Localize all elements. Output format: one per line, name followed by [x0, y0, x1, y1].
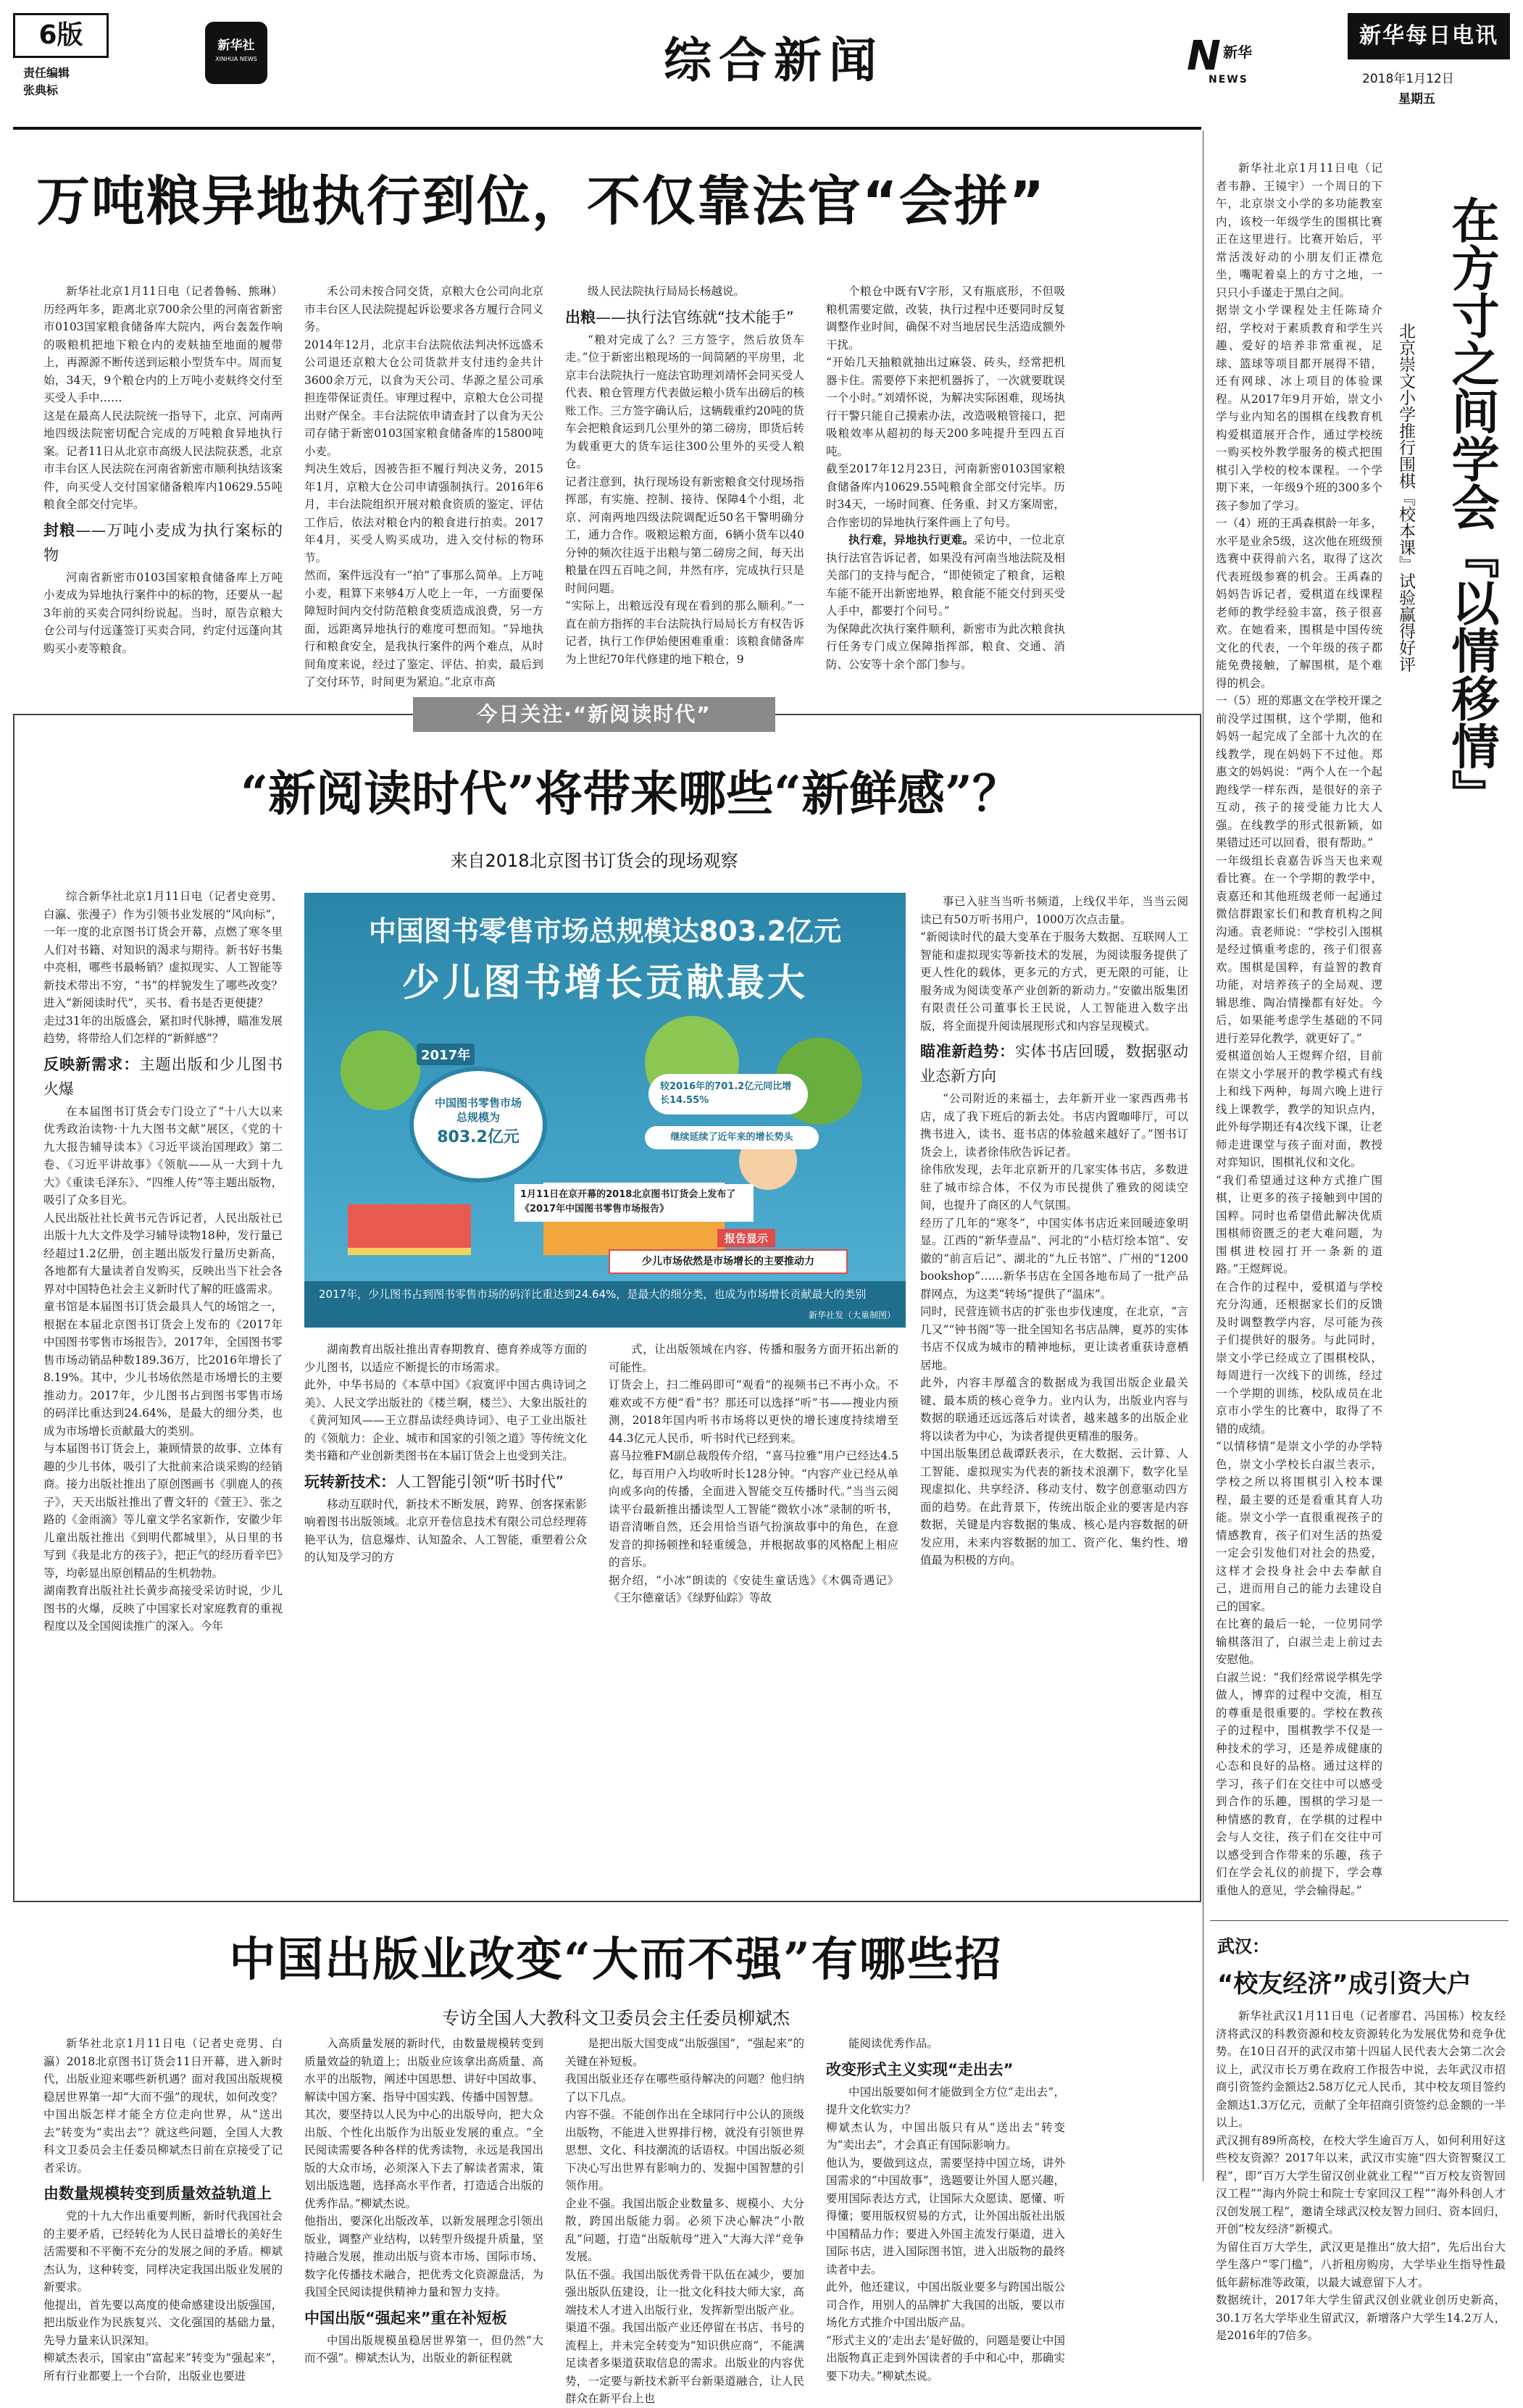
side1-body [1216, 159, 1382, 1897]
article1-subhead-3: 执行难，异地执行更难。 [848, 533, 975, 546]
focus-subhead-1-rest: 主题出版和少儿图书火爆 [43, 1055, 283, 1098]
article2-col2-text: 入高质量发展的新时代，由数量规模转变到质量效益的轨道上；出版业应该拿出高质量、高水平的出版物，阐述中国思想、讲好中国故事、解读中国方案、指导中国实践、传播中国智慧。 其次，要坚持以人民为中心的出版导向，把大众出版、个性化出版作为出版业发展的重点。“全民阅读需要各种各样的优秀读物，永远是我国出版的大众市场，必须深入下去了解读者需求，策划出版选题，选择高水平作者，打造适合出版的优秀作品。”柳斌杰说。 他指出，要深化出版改革，以新发展理念引领出版业，调整产业结构，以转型升级提升质量，坚持融合发展，推动出版与资本市场、国际市场、数字化传播技术融合，把优秀文化资源盘活，为我国全民阅读提供精神力量和智力支持。 [304, 2037, 543, 2299]
page-number: 6版 [38, 20, 83, 50]
infographic-footer-text: 2017年，少儿图书占到图书零售市场的码洋比重达到24.64%，是最大的细分类，也成为市场增长贡献最大的类别 [319, 1288, 867, 1301]
article1-subhead-1-bold: 封粮 [43, 521, 76, 539]
focus-column-3 [609, 1341, 898, 1899]
xinhua-logo-sub: XINHUA NEWS [215, 56, 257, 62]
side2-rule [1210, 1920, 1509, 1921]
focus-col2-text: 湖南教育出版社推出青春期教育、德育养成等方面的少儿图书，以适应不断提长的市场需求。 此外，中华书局的《本草中国》《寂寞评中国古典诗词之美》、人民文学出版社的《楼兰啊，楼兰》、大象出版社的《黄河知风——王立群品读经典诗词》、电子工业出版社的《领航力：企业、城市和国家的引领之道》等传统文化类书籍和产业创新类图书在本届订货会上也受到关注。 [304, 1343, 587, 1462]
article1-col2-text: 禾公司未按合同交货，京粮大仓公司向北京市丰台区人民法院提起诉讼要求各方履行合同义务。 2014年12月，北京丰台法院依法判决怀远盛禾公司退还京粮大仓公司货款并支付违约金共计3600余万元，以食为天公司、华源之星公司承担连带保证责任。审理过程中，京粮大仓公司提出财产保全。丰台法院依申请查封了以食为天公司存储于新密0103国家粮食储备库的15800吨小麦。 判决生效后，因被告拒不履行判决义务，2015年1月，京粮大仓公司申请强制执行。2016年6月，丰台法院组织开展对粮食资质的鉴定、评估工作后，依法对粮仓内的粮食进行拍卖。2017年4月，买受人购买成功，进入交付标的物环节。 然而，案件远没有一“拍”了事那么简单。上万吨小麦，粗算下来够4万人吃上一年，一方面要保障短时间内交付防范粮食变质造成浪费，另一方面，远距离异地执行的难度可想而知。“异地执行和粮食安全，是我执行案件的两个难点，从时间角度来说，经过了鉴定、评估、拍卖，最后到了交付环节，时间更为紧迫。”北京市高 [304, 285, 543, 688]
article1-subhead-2 [565, 305, 804, 330]
masthead [13, 13, 1510, 122]
growth-bubble [648, 1074, 808, 1115]
focus-col4-text: 事已入驻当当听书频道，上线仅半年，当当云阅读已有50万听书用户，1000万次点击量。 “新阅读时代的最大变革在于服务大数据、互联网人工智能和虚拟现实等新技术的发展，为阅读服务提供了更人性化的载体，更多元的方式，更无限的可能，让服务成为阅读变革产业创新的新动力。”安徽出版集团有限责任公司董事长王民说，人工智能进入数字出版，将全面提升阅读展现形式和内容呈现模式。 [920, 895, 1188, 1033]
tree-icon [341, 1030, 420, 1110]
article2-col4-text: 能阅读优秀作品。 [848, 2037, 939, 2050]
focus-column-1 [43, 888, 283, 1895]
xinhua-logo-text: 新华社 [217, 38, 255, 53]
article1-col3b-text: “粮对完成了么？三方签字，然后放货车走。”位于新密出粮现场的一间简陋的平房里，北京丰台法院执行一庭法官助理刘靖怀会同买受人代表、粮仓管理方代表做运粮小货车出磅后的核账工作。三方签字确认后，这辆载重约20吨的货车会把粮食运到几公里外的第二磅房，即货后转为载重更大的货车运往300公里外的买受人粮仓。 记者注意到，执行现场设有新密粮食交付现场指挥部，有实施、控制、接待、保障4个小组，北京、河南两地四级法院调配近50名干警明确分工，通力合作。吸粮运粮方面，6辆小货车以40分钟的频次往返于出粮与第二磅房之间，每天出粮量在四五百吨之间，井然有序，完成执行只是时间问题。 “实际上，出粮远没有现在看到的那么顺利。”一直在前方指挥的丰台法院执行局局长方有权告诉记者，执行工作伊始便困难重重：该粮食储备库为上世纪70年代修建的地下粮仓，9 [565, 333, 804, 666]
trend-bubble-text: 继续延续了近年来的增长势头 [670, 1132, 793, 1143]
focus-column-2 [304, 1341, 587, 1899]
article2-column-3 [565, 2035, 804, 2405]
article1-column-1 [43, 283, 283, 710]
issue-date: 2018年1月12日 [1362, 72, 1454, 86]
focus-column-4 [920, 893, 1188, 1896]
article2-subhead: 专访全国人大教科文卫委员会主任委员柳斌杰 [442, 2008, 790, 2028]
xinhua-logo [205, 22, 267, 84]
focus-subhead-3 [920, 1039, 1188, 1088]
page-number-box [13, 13, 109, 58]
side2-text: 新华社武汉1月11日电（记者廖君、冯国栋）校友经济将武汉的科教资源和校友资源转化为发展优势和竞争优势。在10日召开的武汉市第十四届人民代表大会第二次会议上，武汉市长万勇在政府工作报告中说，去年武汉市招商引资签约金额达2.58万亿元人民币，其中校友项目签约金额达1.3万亿元，贡献了全年招商引资签约总金额的一半以上。 武汉拥有89所高校，在校大学生逾百万人，如何利用好这些校友资源？2017年以来，武汉市实施“四大资智聚汉工程”，即“百万大学生留汉创业就业工程”“百万校友资智回汉工程”“海内外院士和院士专家回汉工程”“海外科创人才汉创发展工程”，邀请全球武汉校友智力回归、资本回归，开创“校友经济”新模式。 为留住百万大学生，武汉更是推出“放大招”，先后出台大学生落户“零门槛”，八折租房购房，大学毕业生指导性最低年薪标准等政策，以最大诚意留下人才。 数据统计，2017年大学生留武汉创业就业创历史新高，30.1万名大学毕业生留武汉，新增落户大学生14.2万人，是2016年的7倍多。 [1216, 2009, 1506, 2342]
focus-col1b-text: 在本届图书订货会专门设立了“十八大以来优秀政治读物·十九大图书文献”展区，《党的十九大报告辅导读本》《习近平谈治国理政》第二卷、《习近平讲故事》《领航——从一大到十九大》《重读毛泽东》、“四维人传”等主题出版物，吸引了众多目光。 人民出版社社长黄书元告诉记者，人民出版社已出版十九大文件及学习辅导读物18种，发行量已经超过1.2亿册，创主题出版发行量历史新高，各地都有大量读者自发购买，反映出当下社会各界对中国特色社会主义新时代了解的旺盛需求。 童书馆是本届图书订货会最具人气的场馆之一，根据在本届北京图书订货会上发布的《2017年中国图书零售市场报告》，2017年，全国图书零售市场动销品种数189.36万，比2016年增长了8.19%。其中，少儿书场依然是市场增长的主要推动力。2017年，少儿图书占到图书零售市场的码洋比重达到24.64%，是最大的细分类，也成为市场增长贡献最大的类别。 与本届图书订货会上，兼顾情景的故事、立体有趣的少儿书体，吸引了大批前来洽谈采购的经销商。接力出版社推出了原创图画书《驯鹿人的孩子》，天天出版社推出了曹文轩的《萱王》、张之路的《金雨滴》等儿童文学名家新作，安徽少年儿童出版社推出《到明代都城里》，从日里的书写到《我是北方的孩子》，把正气的经历看辛巴》等，均彰显出原创精品的生机勃勃。 湖南教育出版社社长黄步高接受采访时说，少儿图书的火爆，反映了中国家长对家庭教育的重视程度以及全国阅读推广的深入。今年 [43, 1104, 283, 1633]
article1-col1-text: 新华社北京1月11日电（记者鲁畅、熊琳）历经两年多，距离北京700余公里的河南省新密市0103国家粮食储备库大院内，两台轰轰作响的吸粮机把地下粮仓内的麦麸抽至地面的履带上，再源源不断传送到运粮小型货车中。周而复始，34天，9个粮仓内的上万吨小麦麸终交付至买受人手中…… 这是在最高人民法院统一指导下，北京、河南两地四级法院密切配合完成的万吨粮食异地执行案。记者11日从北京市高级人民法院获悉，北京市丰台区人民法院在河南省新密市顺利执结该案件，向买受人交付国家储备粮库内10629.55吨粮食全部交付完毕。 [43, 285, 283, 511]
report-note [514, 1184, 754, 1222]
article2-headline: 中国出版业改变“大而不强”有哪些招 [229, 1933, 1003, 1987]
article2-subhead-1: 由数量规模转变到质量效益轨道上 [43, 2185, 272, 2202]
article2-column-2 [304, 2035, 543, 2365]
article2-col1-text: 新华社北京1月11日电（记者史竞男、白瀛）2018北京图书订货会11日开幕，进入新时代，出版业迎来哪些新机遇？面对我国出版规模稳居世界第一却“大而不强”的现状，如何改变？中国出版怎样才能全方位走向世界，从“送出去”转变为“卖出去”？就这些问题，全国人大教科文卫委员会主任委员柳斌杰日前在京接受了记者采访。 [43, 2037, 283, 2175]
side2-body [1216, 2007, 1506, 2342]
article2-col2b-text: 中国出版规模虽稳居世界第一，但仍然“大而不强”。柳斌杰认为，出版业的新征程就 [304, 2333, 543, 2365]
article2-col1b-text: 党的十九大作出重要判断，新时代我国社会的主要矛盾，已经转化为人民日益增长的美好生活需要和不平衡不充分的发展之间的矛盾。柳斌杰认为，这种转变，同样决定我国出版业发展的新要求。 他提出，首先要以高度的使命感建设出版强国，把出版业作为民族复兴、文化强国的基础力量，先导力量来认识深知。 柳斌杰表示，国家由“富起来”转变为“强起来”，所有行业都要上一个台阶，出版业也要进 [43, 2209, 283, 2383]
paper-name: 新华每日电讯 [1359, 23, 1498, 49]
side2-headline: “校友经济”成引资大户 [1217, 1970, 1472, 1999]
year-badge: 2017年 [417, 1043, 475, 1065]
infographic [304, 893, 906, 1328]
focus-banner [413, 697, 775, 732]
article1-col4b-text: 采访中，一位北京执行法官告诉记者，如果没有河南当地法院及相关部门的支持与配合，“即使锁定了粮食，运粮车能不能开出新密地界，粮食能不能交付到买受人手中，都要打个问号。” 为保障此次执行案件顺利，新密市为此次粮食执行任务专门成立保障指挥部，粮食、交通、消防、公安等十余个部门参与。 [826, 533, 1065, 671]
article1-col4-text: 个粮仓中既有V字形，又有瓶底形，不但吸粮机需要定做，改装，执行过程中还要同时反复调整作业时间，确保不对当地居民生活造成额外干扰。 “开始几天抽粮就抽出过麻袋、砖头，经常把机器卡住。需要停下来把机器拆了，一次就要耽误一个小时。”刘靖怀说，为解决实际困难，现场执行干警只能自己摸索办法，改造吸粮管接口，把吸粮效率从超初的每天200多吨提升至四五百吨。 截至2017年12月23日，河南新密0103国家粮食储备库内10629.55吨粮食全部交付完毕。历时34天，一场时间赛、任务重、封又方案周密，合作密切的异地执行案件画上了句号。 [826, 285, 1065, 529]
article1-col4b [826, 531, 1065, 673]
infographic-title-2: 少儿图书增长贡献最大 [401, 962, 808, 1005]
focus-subhead-2-rest: 人工智能引领“听书时代” [396, 1472, 564, 1491]
issue-weekday: 星期五 [1398, 92, 1435, 107]
market-size-label: 中国图书零售市场总规模为 [434, 1096, 522, 1124]
article1-column-2 [304, 283, 543, 710]
focus-subhead-2-bold: 玩转新技术： [304, 1472, 396, 1491]
article1-col3-text: 级人民法院执行局局长杨越说。 [588, 285, 746, 298]
report-label: 报告显示 [717, 1229, 775, 1247]
article1-column-4 [826, 283, 1065, 710]
focus-subhead-3-bold: 瞄准新趋势： [920, 1043, 1015, 1060]
report-box [609, 1249, 848, 1274]
article1-subhead-2-rest: ——执行法官练就“技术能手” [596, 308, 794, 326]
focus-subhead-1 [43, 1052, 283, 1101]
article1-subhead-1 [43, 518, 283, 567]
paper-name-box [1348, 13, 1510, 59]
focus-col1-text: 综合新华社北京1月11日电（记者史竞男、白瀛、张漫子）作为引领书业发展的“风向标”，一年一度的北京图书订货会开幕，点燃了寒冬里人们对书籍、对知识的渴求与期待。新书好书集中亮相，哪些书最畅销？虚拟现实、人工智能等新技术带出不穷，“书”的样貌发生了哪些改变？进入“新阅读时代”，买书、看书是否更便捷？ 走过31年的出版盛会，紧扣时代脉搏，瞄准发展趋势，将带给人们怎样的“新鲜感”？ [43, 890, 283, 1045]
editor-name: 张典标 [23, 83, 59, 97]
article1-subhead-2-bold: 出粮 [565, 308, 596, 326]
side1-body-wide [1216, 942, 1506, 1928]
article1-column-3 [565, 283, 804, 710]
trend-bubble [645, 1126, 819, 1149]
article2-subhead-3: 改变形式主义实现“走出去” [826, 2060, 1014, 2078]
focus-subhead: 来自2018北京图书订货会的现场观察 [450, 851, 738, 871]
focus-subhead-2 [304, 1470, 587, 1494]
side1-headline: 在方寸之间学会『以情移情』 [1443, 196, 1500, 817]
infographic-credit: 新华社发（大巢制图） [808, 1310, 896, 1320]
infographic-title-1: 中国图书零售市场总规模达803.2亿元 [368, 915, 842, 947]
side1-subhead: 北京崇文小学推行围棋『校本课』试验赢得好评 [1396, 322, 1415, 672]
masthead-rule [13, 127, 1201, 130]
article2-column-1 [43, 2035, 283, 2383]
report-note-text: 1月11日在京开幕的2018北京图书订货会上发布了《2017年中国图书零售市场报告》 [520, 1189, 736, 1215]
side1-text-top: 新华社北京1月11日电（记者韦静、王镜宇）一个周日的下午，北京崇文小学的多功能教室内，该校一年级学生的围棋比赛正在这里进行。比赛开始后，平常活泼好动的小朋友们正襟危坐，嘴呢着桌上的方寸之地，一只只小手谨走于黑白之间。 据崇文小学课程处主任陈琦介绍，学校对于素质教育和学生兴趣、爱好的培养非常重视，足球、篮球等项目都开展得不错，还有网球、冰上项目的体验课程。从2017年9月开始，崇文小学与业内知名的围棋在线教育机构爱棋道展开合作，通过学校统一购买校外教学服务的模式把围棋引入学校的校本课程。一个学期下来，一年级9个班的300多个孩子参加了学习。 一（4）班的王禹森棋龄一年多，水平是业余5级，这次他在班级预选赛中获得前六名，取得了这次代表班级参赛的机会。王禹森的妈妈告诉记者，爱棋道在线课程老师的教学经验丰富，孩子很喜欢。在她看来，围棋是中国传统文化的代表，一个年级的孩子都能免费接触，了解围棋，是个难得的机会。 一（5）班的郑惠文在学校开课之前没学过围棋，这个学期，他和妈妈一起完成了全部十九次的在线教学，现在妈妈下不过他。郑惠文的妈妈说：“两个人在一个起跑线学一样东西，是很好的亲子互动，孩子的接受能力比大人强。在线教学的形式很新颖，如果错过还可以回看，很有帮助。” 一年级组长袁嘉告诉当天也来观看比赛。在一个学期的教学中，袁嘉还和其他班级老师一起通过微信群跟家长们和教育机构之间沟通。袁老师说：“学校引入围棋是经过慎重考虑的，孩子们很喜欢。围棋是国粹，有益智的教育功能，对培养孩子的全局观、逻辑思维、陶冶情操都有好处。今后，如果能考虑学生基础的不同进行差异化教学，就更好了。” 爱棋道创始人王煜辉介绍，目前在崇文小学展开的教学模式有线上和线下两种，每周六晚上进行线上课教学，教学的知识点内，此外每学期还有4次线下课，让老师走进课堂与孩子面对面，教授对弈知识，围棋礼仪和文化。 “我们希望通过这种方式推广围棋，让更多的孩子接触到中国的国粹。同时也希望借此解决优质围棋师资匮乏的老大难问题，为围棋进校园打开一条新的道路。”王煜辉说。 在合作的过程中，爱棋道与学校充分沟通，还根据家长们的反馈及时调整教学内容，尽可能为孩子们提供好的服务。与此同时，崇文小学已经成立了围棋校队，每周进行一次线下的训练，经过一个学期的训练，校队成员在北京市小学生的比赛中，取得了不错的成绩。 “以情移情”是崇文小学的办学特色，崇文小学校长白淑兰表示，学校之所以将围棋引入校本课程，最主要的还是看重其育人功能。崇文小学一直很重视孩子的情感教育，孩子们对生活的热爱一定会引发他们对社会的热爱，这样才会投身社会中去奉献自己，进而用自己的能力去建设自己的国家。 在比赛的最后一轮，一位男同学输棋落泪了，白淑兰走上前过去安慰他。 白淑兰说：“我们经常说学棋先学做人，博弈的过程中交流，相互的尊重是很重要的。学校在教孩子的过程中，围棋教学不仅是一种技术的学习，还是养成健康的心态和良好的品格。通过这样的学习，孩子们在交往中可以感受到合作的乐趣，围棋的学习是一种情感的教育，在学棋的过程中会与人交往，孩子们在交往中可以感受到合作带来的乐趣，孩子们在学会礼仪的前提下，学会尊重他人的意见，学会输得起。” [1216, 162, 1382, 1897]
report-box-text: 少儿市场依然是市场增长的主要推动力 [642, 1256, 814, 1267]
section-title: 综合新闻 [664, 32, 884, 88]
focus-subhead-3-rest: 实体书店回暖，数据驱动业态新方向 [920, 1043, 1188, 1085]
focus-subhead-1-bold: 反映新需求： [43, 1055, 140, 1073]
article2-column-4 [826, 2035, 1065, 2383]
focus-col4b-text: “公司附近的来福士，去年新开业一家西西弗书店，成了我下班后的新去处。书店内置咖啡厅，可以携书进入，读书、逛书店的体验越来越好了。”图书订货会上，读者徐伟欣告诉记者。 徐伟欣发现，去年北京新开的几家实体书店，多数进驻了城市综合体，不仅为市民提供了雅致的阅读空间，也提升了商区的人气氛围。 经历了几年的“寒冬”，中国实体书店近来回暖迹象明显。江西的“新华壹品”、河北的“小桔灯绘本馆”、安徽的“前言后记”、湖北的“九丘书馆”、广州的“1200 bookshop”……新华书店在全国各地布局了一批产品群网点，为这类“转场”提供了“温床”。 同时，民营连锁书店的扩张也步伐速度，在北京，“言几又”“钟书阁”等一批全国知名书店品牌，夏苏的实体书店不仅成为城市的精神地标，更让读者重获诗意栖居地。 此外，内容丰厚蕴含的数据成为我国出版企业最关键、最本质的核心竞争力。业内认为，出版业内容与数据的联通还远远落后对读者，越来越多的出版企业将以读者为中心，为读者提供更精准的服务。 中国出版集团总裁谭跃表示，在大数据、云计算、人工智能、虚拟现实为代表的新技术浪潮下，数字化呈现虚拟化、共享经济、移动支付、数字创意驱动四方面的趋势。在此背景下，传统出版企业的要害是内容数据，关键是内容数据的集成、核心是内容数据的研发应用，未来内容数据的加工、资产化、集约性、增值最为积极的方向。 [920, 1092, 1188, 1567]
market-size-circle [409, 1067, 547, 1183]
news-logo-mark-icon: N [1187, 33, 1221, 80]
book-stack-icon [348, 1204, 471, 1255]
news-logo-en: NEWS [1209, 74, 1248, 86]
focus-col2b-text: 移动互联时代，新技术不断发展，跨界、创客探索影响着图书出版领域。北京开卷信息技术有限公司总经理蒋艳平认为，信息爆炸、认知盈余、人工智能，重塑着公众的认知及学习的方 [304, 1497, 587, 1564]
focus-banner-text: 今日关注·“新阅读时代” [477, 702, 712, 726]
focus-headline: “新阅读时代”将带来哪些“新鲜感”？ [241, 765, 1020, 822]
market-size-value: 803.2亿元 [437, 1128, 520, 1146]
editor-label: 责任编辑 [23, 66, 70, 80]
article1-col1b-text: 河南省新密市0103国家粮食储备库上万吨小麦成为异地执行案件中的标的物，还要从一起3年前的买卖合同纠纷说起。当时，原告京粮大仓公司与付远蓬签订买卖合同，约定付远蓬向其购买小麦等粮食。 [43, 570, 283, 655]
news-logo-text: 新华 [1223, 43, 1252, 61]
article1-headline: 万吨粮异地执行到位，不仅靠法官“会拼” [36, 170, 1046, 233]
article2-col4b-text: 中国出版要如何才能做到全方位“走出去”，提升文化软实力？ 柳斌杰认为，中国出版只有从“送出去”转变为“卖出去”，才会真正有国际影响力。 他认为，要做到这点，需要坚持中国立场，讲外国需求的“中国故事”，选题要让外国人愿兴趣，要用国际表达方式，让国际大众愿读、愿懂、听得懂；要用版权贸易的方式，让外国出版社出版中国精品力作；要进入外国主流发行渠道，进入国际书店，进入国际图书馆，进入出版物的最终读者中去。 此外，他还建议，中国出版业要多与跨国出版公司合作，用别人的品牌扩大我国的出版，要以市场化方式推介中国出版产品。 “形式主义的‘走出去’是好做的，问题是要让中国出版物真正走到外国读者的手中和心中，那确实要下功夫。”柳斌杰说。 [826, 2085, 1065, 2383]
article2-subhead-2: 中国出版“强起来”重在补短板 [304, 2309, 507, 2327]
news-logo [1187, 35, 1295, 93]
focus-col3-text: 式，让出版领域在内容、传播和服务方面开拓出新的可能性。 订货会上，扫二维码即可“观看”的视频书已不再小众。不难欢或不方便“看”书？那还可以选择“听”书——搜业内预测，2018年国内听书市场将以更快的增长速度持续增至44.3亿元人民币，听书时代已经到来。 喜马拉雅FM副总裁殷传介绍，“喜马拉雅”用户已经达4.5亿，每百用户入均收听时长128分钟。“内容产业已经从单向或多向的传播，全面进入智能交互传播时代。”当当云阅读平台最新推出播读型人工智能“微软小冰”录制的听书，语音清晰自然，还会用恰当语气扮演故事中的角色，在意发音的抑扬顿挫和轻重缓急，并根据故事的风格配上相应的音乐。 据介绍，“小冰”朗读的《安徒生童话选》《木偶奇遇记》《王尔德童话》《绿野仙踪》等故 [609, 1343, 898, 1604]
side2-kicker: 武汉： [1217, 1936, 1269, 1957]
article2-col3-text: 是把出版大国变成“出版强国”，“强起来”的关键在补短板。 我国出版业还存在哪些亟待解决的问题？他归纳了以下几点。 内容不强。不能创作出在全球同行中公认的顶级出版物，不能进入世界排行榜，就没有引领世界思想、文化、科技潮流的话语权。中国出版必须下决心写出世界有影响力的、发掘中国智慧的引领作用。 企业不强。我国出版企业数量多、规模小、大分散，跨国出版能力弱。必须下决心解决“小散乱”问题，打造“出版航母”进入“大海大洋”竞争发展。 队伍不强。我国出版优秀骨干队伍在减少，要加强出版队伍建设，让一批文化科技大师大家，高端技术人才进入出版行业，发挥新型出版产业。 渠道不强。我国出版产业还停留在书店、书号的流程上，并未完全转变为“知识供应商”，不能满足读者多渠道获取信息的需求。出版业的内容优势，一定要与新技术新平台新渠道融合，让人民群众在新平台上也 [565, 2037, 804, 2405]
growth-bubble-text: 较2016年的701.2亿元同比增长14.55% [660, 1081, 792, 1106]
article1-subhead-1-rest: ——万吨小麦成为执行案标的物 [43, 521, 283, 564]
